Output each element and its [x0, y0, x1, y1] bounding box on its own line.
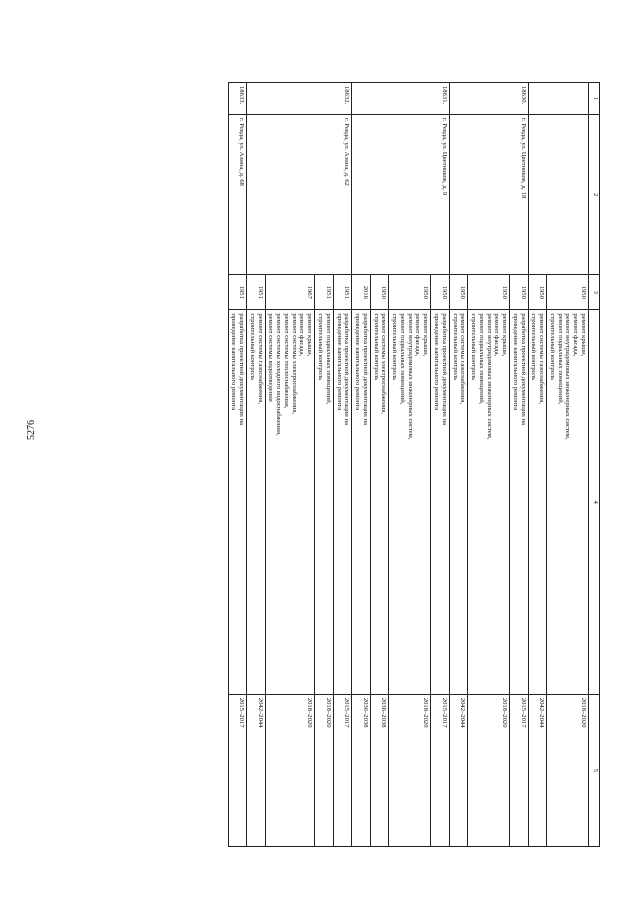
work-item: строительный контроль	[548, 313, 556, 381]
page-number: 5276	[26, 420, 37, 440]
work-item: проведение капитального ремонта	[335, 313, 343, 411]
work-item: ремонт внутридомовых инженерных систем,	[485, 313, 493, 440]
repair-works	[352, 310, 371, 694]
entry-number: 18632.	[247, 83, 352, 115]
column-number-1: 1	[589, 83, 600, 115]
work-item: разработка проектной документации на	[440, 313, 448, 425]
work-item: ремонт системы газоснабжения,	[459, 313, 467, 404]
building-address: г. Ревда, ул. Азина, д. 62	[247, 115, 352, 275]
repair-works	[333, 310, 352, 694]
work-item: ремонт подвальных помещений,	[324, 313, 332, 405]
table-row	[333, 83, 352, 847]
work-item: строительный контроль	[470, 313, 478, 381]
work-item: ремонт внутридомовых инженерных систем,	[564, 313, 572, 440]
year: 1951	[228, 275, 247, 310]
repair-period: 2036–2038	[370, 694, 389, 846]
work-item: ремонт крыши,	[580, 313, 587, 357]
table-row	[228, 83, 247, 847]
year: 1967	[265, 275, 315, 310]
column-number-2: 2	[589, 115, 600, 275]
entry-number	[528, 83, 588, 115]
work-item: ремонт внутридомовых инженерных систем,	[406, 313, 414, 440]
repair-period: 2018–2020	[315, 694, 334, 846]
repair-period: 2015–2017	[228, 694, 247, 846]
repair-works	[265, 310, 315, 694]
year: 1951	[315, 275, 334, 310]
year: 1950	[547, 275, 589, 310]
repair-works	[389, 310, 431, 694]
work-item: ремонт системы теплоснабжения,	[282, 313, 290, 409]
year: 1950	[370, 275, 389, 310]
work-item: проведение капитального ремонта	[354, 313, 362, 411]
work-item: строительный контроль	[391, 313, 399, 381]
work-item: ремонт системы водоотведения	[267, 313, 275, 402]
repair-period: 2018–2020	[389, 694, 431, 846]
repair-period: 2042–2044	[449, 694, 468, 846]
table-body	[228, 83, 599, 847]
building-address: г. Ревда, ул. Азина, д. 68	[228, 115, 247, 275]
table-row	[510, 83, 529, 847]
year: 1950	[510, 275, 529, 310]
year: 1951	[333, 275, 352, 310]
work-item: ремонт системы газоснабжения,	[538, 313, 546, 404]
repair-works	[228, 310, 247, 694]
work-item: ремонт подвальных помещений,	[477, 313, 485, 405]
year: 1950	[431, 275, 450, 310]
repair-period: 2015–2017	[431, 694, 450, 846]
building-address: г. Ревда, ул. Цветников, д. 18	[449, 115, 528, 275]
building-address	[528, 115, 588, 275]
work-item: проведение капитального ремонта	[511, 313, 519, 411]
work-item: ремонт подвальных помещений,	[556, 313, 564, 405]
table-row	[431, 83, 450, 847]
work-item: ремонт крыши,	[501, 313, 509, 357]
column-number-3: 3	[589, 275, 600, 310]
repair-works	[431, 310, 450, 694]
year: 2016	[352, 275, 371, 310]
repair-period: 2018–2020	[265, 694, 315, 846]
work-item: ремонт крыши,	[422, 313, 430, 357]
entry-number: 18630.	[449, 83, 528, 115]
work-item: ремонт фасада,	[414, 313, 422, 357]
work-item: ремонт подвальных помещений,	[398, 313, 406, 405]
work-item: проведение капитального ремонта	[432, 313, 440, 411]
building-address: г. Ревда, ул. Цветников, д. 9	[352, 115, 449, 275]
column-number-4: 4	[589, 310, 600, 694]
work-item: строительный контроль	[317, 313, 325, 381]
work-item: ремонт системы холодного водоснабжения,	[275, 313, 283, 436]
work-item: разработка проектной документации на	[343, 313, 351, 425]
repair-period: 2036–2038	[352, 694, 371, 846]
work-item: ремонт системы электроснабжения,	[290, 313, 298, 415]
repair-works	[315, 310, 334, 694]
repair-period: 2042–2044	[528, 694, 547, 846]
column-number-row	[589, 83, 600, 847]
repair-period: 2015–2017	[333, 694, 352, 846]
repair-period: 2018–2020	[468, 694, 510, 846]
table-row	[547, 83, 589, 847]
work-item: ремонт системы газоснабжения,	[256, 313, 264, 404]
work-item: ремонт системы электроснабжения,	[380, 313, 388, 415]
repair-works	[370, 310, 389, 694]
repair-works	[449, 310, 468, 694]
work-item: проведение капитального ремонта	[230, 313, 238, 411]
work-item: ремонт фасада,	[298, 313, 306, 357]
repair-works	[547, 310, 589, 694]
work-item: разработка проектной документации на	[519, 313, 527, 425]
work-item: разработка проектной документации на	[238, 313, 246, 425]
year: 1950	[528, 275, 547, 310]
entry-number: 18633.	[228, 83, 247, 115]
repair-period: 2042–2044	[247, 694, 266, 846]
repair-works	[510, 310, 529, 694]
year: 1951	[247, 275, 266, 310]
year: 1950	[468, 275, 510, 310]
entry-number: 18631.	[352, 83, 449, 115]
repair-works	[468, 310, 510, 694]
work-item: строительный контроль	[372, 313, 380, 381]
rotated-page-content	[85, 82, 600, 847]
work-item: строительный контроль	[451, 313, 459, 381]
work-item: ремонт крыши,	[306, 313, 314, 357]
work-item: разработка проектной документации на	[361, 313, 369, 425]
work-item: строительный контроль	[530, 313, 538, 381]
work-item: строительный контроль	[248, 313, 256, 381]
repair-works	[247, 310, 266, 694]
year: 1950	[449, 275, 468, 310]
repair-period: 2018–2020	[547, 694, 589, 846]
capital-repair-table	[228, 82, 600, 847]
repair-works	[528, 310, 547, 694]
work-item: ремонт фасада,	[493, 313, 501, 357]
work-item: ремонт фасада,	[572, 313, 580, 357]
year: 1950	[389, 275, 431, 310]
repair-period: 2015–2017	[510, 694, 529, 846]
column-number-5: 5	[589, 694, 600, 846]
